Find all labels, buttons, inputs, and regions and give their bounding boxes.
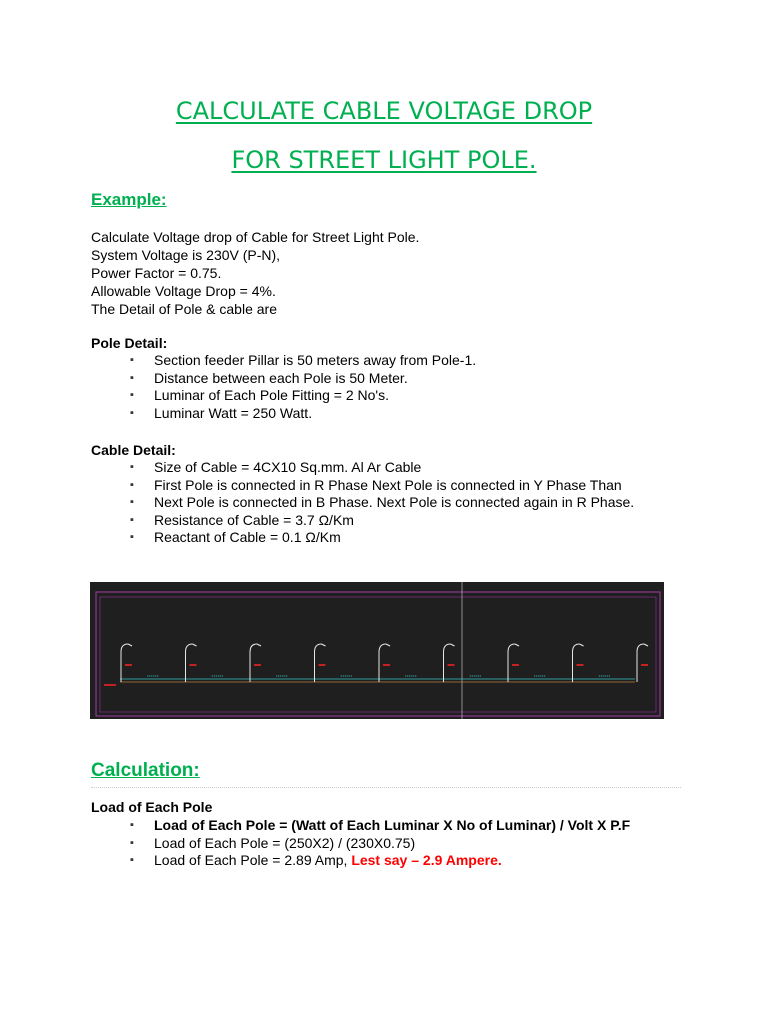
list-item: ▪ Load of Each Pole = (250X2) / (230X0.75) (130, 835, 630, 853)
list-item: ▪ Distance between each Pole is 50 Meter. (130, 370, 476, 388)
load-heading: Load of Each Pole (91, 799, 213, 815)
pole-detail-heading: Pole Detail: (91, 335, 168, 351)
divider (91, 787, 681, 788)
list-item: ▪ Load of Each Pole = (Watt of Each Luminar X No of Luminar) / Volt X P.F (130, 817, 630, 835)
intro-line: The Detail of Pole & cable are (91, 301, 277, 317)
intro-line: System Voltage is 230V (P-N), (91, 247, 281, 263)
load-result-text: Load of Each Pole = 2.89 Amp, (154, 852, 352, 868)
list-item: ▪ Section feeder Pillar is 50 meters away from Pole-1. (130, 352, 476, 370)
cable-detail-heading: Cable Detail: (91, 442, 176, 458)
continuation-text: Next Pole is connected in B Phase. Next Pole is connected again in R Phase. (154, 494, 635, 510)
intro-paragraph (91, 228, 419, 318)
list-item: ▪ Resistance of Cable = 3.7 Ω/Km (130, 512, 634, 530)
cable-detail-list (130, 459, 634, 547)
list-item: ▪ Luminar of Each Pole Fitting = 2 No's. (130, 387, 476, 405)
list-item: ▪ Luminar Watt = 250 Watt. (130, 405, 476, 423)
intro-line: Allowable Voltage Drop = 4%. (91, 283, 276, 299)
list-item (130, 852, 630, 870)
title-line-2: FOR STREET LIGHT POLE. (231, 146, 537, 174)
title-line-1: CALCULATE CABLE VOLTAGE DROP (175, 97, 593, 125)
calculation-heading: Calculation: (91, 760, 200, 781)
list-item: ▪ Reactant of Cable = 0.1 Ω/Km (130, 529, 634, 547)
list-item-continuation (130, 494, 634, 512)
street-light-cable-drawing (90, 582, 664, 719)
intro-line: Power Factor = 0.75. (91, 265, 222, 281)
load-highlight: Lest say – 2.9 Ampere. (351, 852, 502, 868)
list-item: ▪ First Pole is connected in R Phase Next Pole is connected in Y Phase Than (130, 477, 634, 495)
load-list (130, 817, 630, 870)
example-heading: Example: (91, 190, 167, 209)
list-item: ▪ Size of Cable = 4CX10 Sq.mm. Al Ar Cable (130, 459, 634, 477)
drawing-background (90, 582, 664, 719)
pole-detail-list (130, 352, 476, 422)
intro-line: Calculate Voltage drop of Cable for Street Light Pole. (91, 229, 420, 245)
